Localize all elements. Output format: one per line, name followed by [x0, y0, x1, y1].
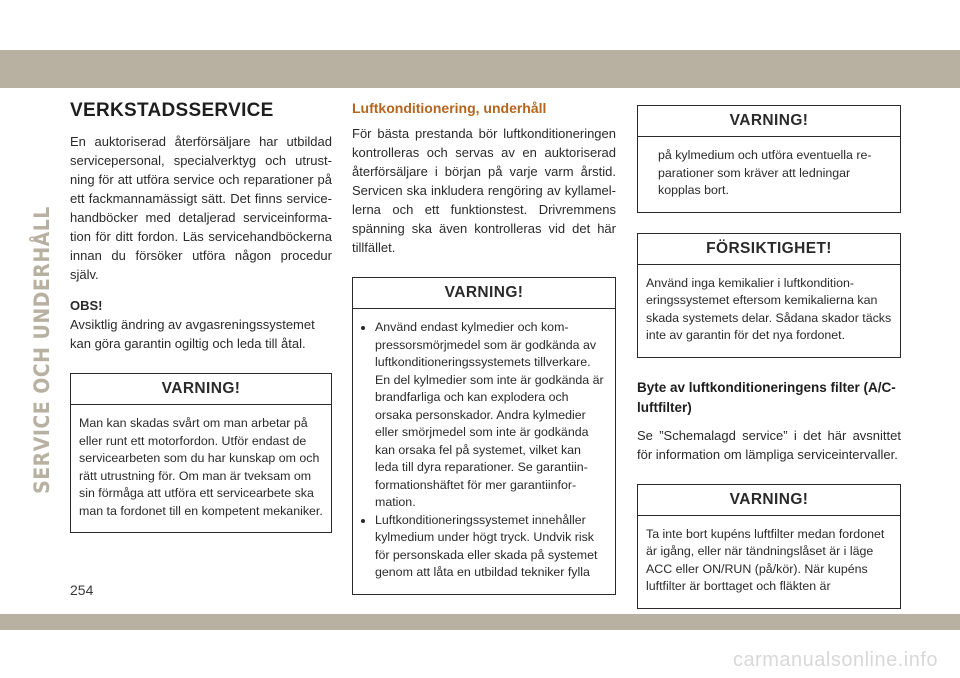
- warning-list: [361, 319, 607, 582]
- ac-maintenance-heading: Luftkonditionering, underhåll: [352, 100, 547, 116]
- warning-title: VARNING!: [638, 106, 900, 137]
- warning-text: på kylmedium och utföra eventuella reparationer som kräver att ledningar kopplas bort.: [658, 148, 872, 197]
- warning-box: [352, 277, 616, 595]
- column-3: [637, 100, 901, 609]
- side-title-text: SERVICE OCH UNDERHÅLL: [30, 206, 54, 494]
- top-band: [0, 50, 960, 88]
- warning-list-item: • Använd endast kylmedier och kompressorsmörjmedel som är godkända av luftkonditioneringssystemets tillverkare. En del kylmedier som inte är godkända är brandfarliga och kan explodera och orsaka personskador. Andra kylmedier eller smörjmedel som inte är godkända kan orsaka fel på systemet, vilket kan leda till dyra reparationer. Se garantiinformationshäftet för mer garantiinformation.: [375, 319, 607, 512]
- filter-text: Se ”Schemalagd service” i det här avsnittet för information om lämpliga serviceintervaller.: [637, 427, 901, 462]
- warning-text: Man kan skadas svårt om man arbetar på eller runt ett motorfordon. Utför endast de servicearbeten som du har kunskap om och rätt utrustning för. Om man är tveksam om sin förmåga att utföra ett servicearbete ska man ta fordonet till en kompetent mekaniker.: [79, 416, 323, 518]
- bottom-band: [0, 614, 960, 630]
- warning-title: VARNING!: [353, 278, 615, 309]
- section-heading: VERKSTADSSERVICE: [70, 100, 274, 121]
- warning-list-item: • Luftkonditioneringssystemet innehåller kylmedium under högt tryck. Undvik risk för personskada eller skada på systemet genom att låta en utbildad tekniker fylla: [375, 512, 607, 582]
- watermark: carmanualsonline.info: [732, 649, 938, 671]
- warning-box-continued: [637, 105, 901, 213]
- intro-paragraph: En auktoriserad återförsäljare har utbildad servicepersonal, specialverktyg och utrustning för att utföra service och reparationer på ett fackmannamässigt sätt. Det finns servicehandböcker med detaljerad serviceinformation för ditt fordon. Läs servicehandböckerna innan du försöker utföra någon procedur själv.: [70, 134, 332, 282]
- warning-title: VARNING!: [71, 374, 331, 405]
- warning-text: Ta inte bort kupéns luftfilter medan fordonet är igång, eller när tändningslåset är i läge ACC eller ON/RUN (på/kör). När kupéns luftfilter är borttaget och fläkten är: [646, 526, 885, 593]
- obs-label: OBS!: [70, 298, 103, 313]
- warning-body: [353, 309, 615, 594]
- filter-heading: Byte av luftkonditioneringens filter (A/C-luftfilter): [637, 379, 896, 415]
- warning-box: [637, 484, 901, 609]
- page-number: 254: [70, 582, 94, 598]
- column-1: [70, 100, 332, 533]
- ac-maintenance-text: För bästa prestanda bör luftkonditioneringen kontrolleras och servas av en auktoriserad återförsäljare i början på varje varm årstid. Servicen ska inkludera rengöring av kyllamellerna och ett funktionstest. Drivremmens spänning ska även kontrolleras vid det här tillfället.: [352, 126, 616, 255]
- warning-title: VARNING!: [638, 485, 900, 516]
- column-2: [352, 100, 616, 595]
- caution-box: [637, 233, 901, 358]
- obs-text: Avsiktlig ändring av avgasreningssystemet kan göra garantin ogiltig och leda till åtal.: [70, 317, 315, 351]
- caution-title: FÖRSIKTIGHET!: [638, 234, 900, 265]
- warning-box: [70, 373, 332, 533]
- caution-text: Använd inga kemikalier i luftkonditioneringssystemet eftersom kemikalierna kan skada systemets delar. Sådana skador täcks inte av garantin för det nya fordonet.: [646, 275, 892, 342]
